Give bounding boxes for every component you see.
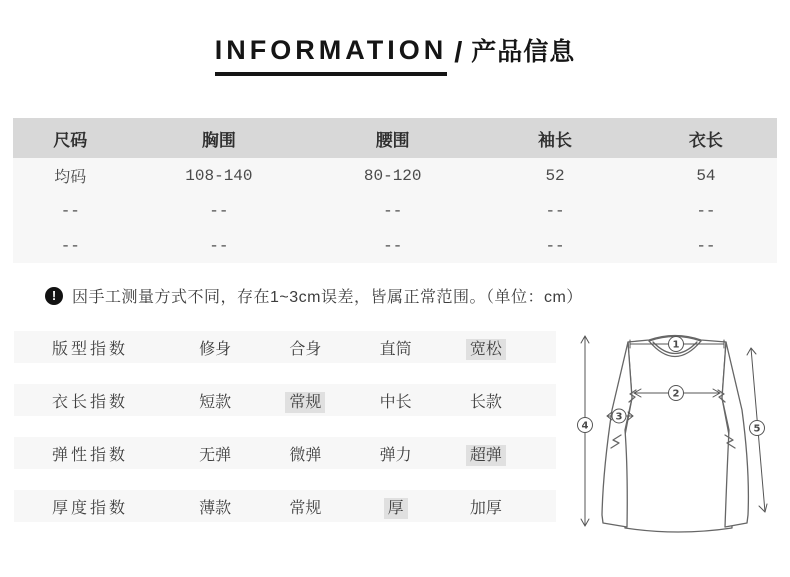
table-cell: -- — [60, 201, 80, 220]
table-cell: -- — [383, 201, 403, 220]
column-header-garment-length: 衣长 — [688, 130, 723, 150]
index-option: 合身 — [289, 340, 322, 358]
index-option: 修身 — [199, 340, 232, 358]
column-header-bust: 胸围 — [201, 130, 236, 150]
index-option: 长款 — [469, 393, 502, 411]
index-row-elasticity — [14, 437, 556, 469]
marker-number-4: 4 — [581, 420, 589, 432]
index-row-options — [160, 495, 556, 518]
index-option-selected: 超弹 — [441, 442, 531, 465]
title-separator: / — [454, 37, 463, 69]
index-option-selected: 常规 — [260, 389, 350, 412]
index-row-options — [160, 336, 556, 359]
table-cell: 54 — [696, 166, 716, 185]
marker-number-1: 1 — [672, 339, 680, 351]
table-row — [13, 193, 777, 228]
index-option-selected: 厚 — [351, 495, 441, 518]
table-cell: 108-140 — [185, 166, 253, 185]
table-row — [13, 158, 777, 193]
marker-number-3: 3 — [615, 411, 623, 423]
page-title — [0, 32, 790, 76]
title-chinese: 产品信息 — [471, 38, 576, 66]
size-table-body — [13, 158, 777, 263]
index-option: 加厚 — [469, 499, 502, 517]
index-option: 无弹 — [199, 446, 232, 464]
index-option: 微弹 — [289, 446, 322, 464]
index-row-thickness — [14, 490, 556, 522]
table-cell: 80-120 — [363, 166, 422, 185]
marker-number-5: 5 — [753, 423, 761, 435]
title-english: INFORMATION — [215, 35, 447, 76]
column-header-size: 尺码 — [53, 130, 88, 150]
size-table-header — [13, 118, 777, 158]
index-option: 弹力 — [379, 446, 412, 464]
table-row — [13, 228, 777, 263]
index-row-label: 版型指数 — [52, 340, 129, 358]
measurement-note-text: 因手工测量方式不同，存在1~3cm误差，皆属正常范围。（单位：cm） — [72, 289, 583, 306]
index-option: 中长 — [379, 393, 412, 411]
index-row-label: 衣长指数 — [52, 393, 129, 411]
index-option: 直筒 — [379, 340, 412, 358]
measurement-note — [45, 284, 583, 307]
shirt-measurement-diagram — [555, 320, 790, 577]
index-row-options — [160, 389, 556, 412]
shirt-torso — [625, 336, 732, 533]
exclamation-circle-icon: ! — [45, 287, 63, 305]
index-row-options — [160, 442, 556, 465]
table-cell: -- — [696, 201, 716, 220]
index-row-fit — [14, 331, 556, 363]
index-option: 薄款 — [199, 499, 232, 517]
table-cell: 52 — [545, 166, 565, 185]
column-header-waist: 腰围 — [375, 130, 410, 150]
index-option: 短款 — [199, 393, 232, 411]
index-row-length — [14, 384, 556, 416]
table-cell: -- — [545, 201, 565, 220]
table-cell: -- — [383, 236, 403, 255]
index-row-label: 弹性指数 — [52, 446, 129, 464]
table-cell: -- — [545, 236, 565, 255]
index-option-selected: 宽松 — [441, 336, 531, 359]
attribute-index-table — [14, 331, 556, 543]
index-row-label: 厚度指数 — [52, 499, 129, 517]
column-header-sleeve-length: 袖长 — [538, 130, 573, 150]
table-cell: -- — [209, 201, 229, 220]
marker-number-2: 2 — [672, 388, 680, 400]
table-cell: -- — [209, 236, 229, 255]
table-cell: 均码 — [54, 169, 87, 187]
table-cell: -- — [696, 236, 716, 255]
table-cell: -- — [60, 236, 80, 255]
size-table — [13, 118, 777, 263]
index-option: 常规 — [289, 499, 322, 517]
